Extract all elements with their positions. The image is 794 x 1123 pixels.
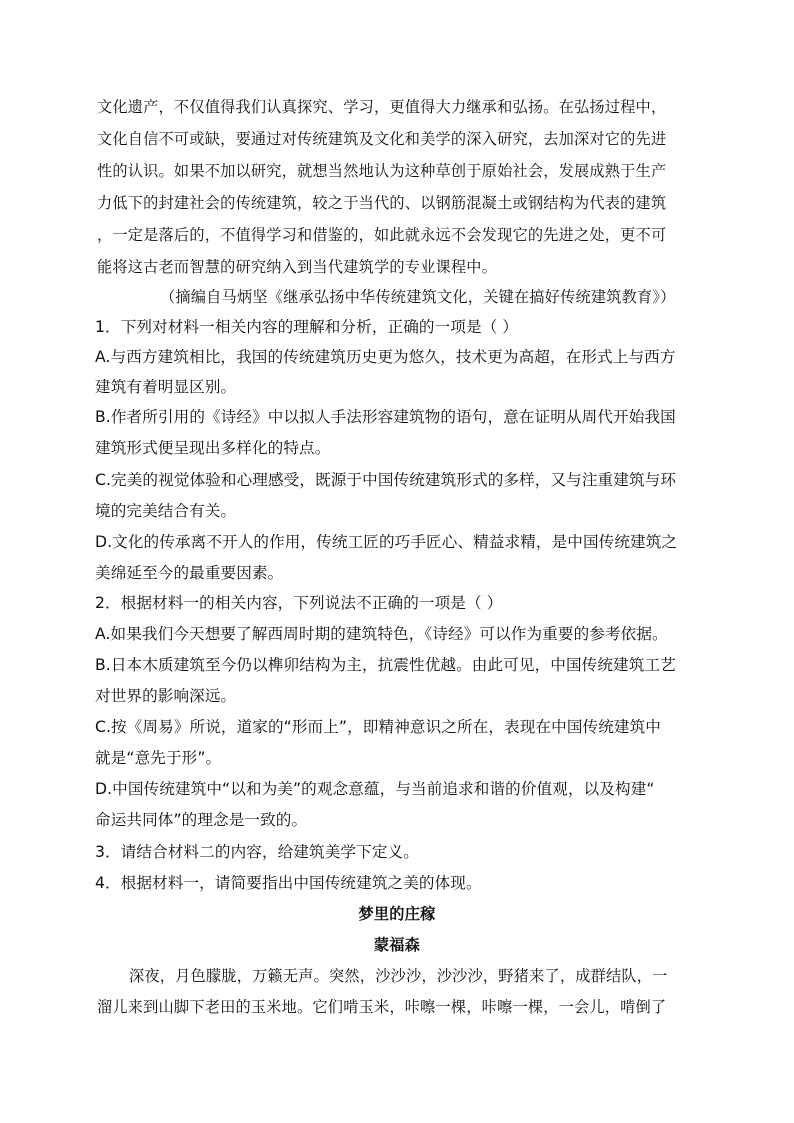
question-option: C.完美的视觉体验和心理感受，既源于中国传统建筑形式的多样，又与注重建筑与环 [95, 471, 677, 489]
question-option: 就是“意先于形”。 [95, 749, 222, 767]
question-4: 4．根据材料一，请简要指出中国传统建筑之美的体现。 [95, 874, 482, 892]
question-option: C.按《周易》所说，道家的“形而上”，即精神意识之所在，表现在中国传统建筑中 [95, 718, 661, 736]
question-option: 建筑形式便呈现出多样化的特点。 [95, 439, 331, 457]
question-option: 对世界的影响深远。 [95, 687, 237, 705]
question-3: 3．请结合材料二的内容，给建筑美学下定义。 [95, 843, 419, 861]
question-option: 境的完美结合有关。 [95, 502, 237, 520]
passage-line: 文化遗产，不仅值得我们认真探究、学习，更值得大力继承和弘扬。在弘扬过程中， [97, 98, 667, 116]
question-option: 建筑有着明显区别。 [95, 378, 237, 396]
passage-line: 性的认识。如果不加以研究，就想当然地认为这种草创于原始社会，发展成熟于生产 [97, 162, 667, 180]
story-title: 梦里的庄稼 [358, 905, 436, 923]
question-2: 2．根据材料一的相关内容，下列说法不正确的一项是（ ） [95, 594, 503, 612]
question-option: B.日本木质建筑至今仍以榫卯结构为主，抗震性优越。由此可见，中国传统建筑工艺 [95, 656, 676, 674]
question-option: B.作者所引用的《诗经》中以拟人手法形容建筑物的语句，意在证明从周代开始我国 [95, 408, 676, 426]
passage-line: 力低下的封建社会的传统建筑，较之于当代的、以钢筋混凝土或钢结构为代表的建筑 [97, 194, 667, 212]
question-option: D.文化的传承离不开人的作用，传统工匠的巧手匠心、精益求精，是中国传统建筑之 [95, 533, 678, 551]
passage-line: ，一定是落后的，不值得学习和借鉴的，如此就永远不会发现它的先进之处，更不可 [97, 226, 667, 244]
question-option: A.与西方建筑相比，我国的传统建筑历史更为悠久，技术更为高超，在形式上与西方 [95, 348, 676, 366]
story-author: 蒙福森 [373, 936, 421, 954]
passage-source: （摘编自马炳坚《继承弘扬中华传统建筑文化，关键在搞好传统建筑教育》） [160, 288, 676, 306]
question-option: D.中国传统建筑中“以和为美”的观念意蕴，与当前追求和谐的价值观，以及构建“ [95, 780, 655, 798]
story-line: 深夜，月色朦胧，万籁无声。突然，沙沙沙，沙沙沙，野猪来了，成群结队，一 [129, 967, 668, 985]
question-option: A.如果我们今天想要了解西周时期的建筑特色，《诗经》可以作为重要的参考依据。 [95, 625, 668, 643]
passage-line: 能将这古老而智慧的研究纳入到当代建筑学的专业课程中。 [97, 258, 498, 276]
question-option: 美绵延至今的最重要因素。 [95, 564, 284, 582]
question-option: 命运共同体”的理念是一致的。 [95, 811, 308, 829]
story-line: 溜儿来到山脚下老田的玉米地。它们啃玉米，咔嚓一棵，咔嚓一棵，一会儿，啃倒了 [97, 998, 667, 1016]
question-1: 1．下列对材料一相关内容的理解和分析，正确的一项是（ ） [95, 318, 519, 336]
passage-line: 文化自信不可或缺，要通过对传统建筑及文化和美学的深入研究，去加深对它的先进 [97, 130, 667, 148]
